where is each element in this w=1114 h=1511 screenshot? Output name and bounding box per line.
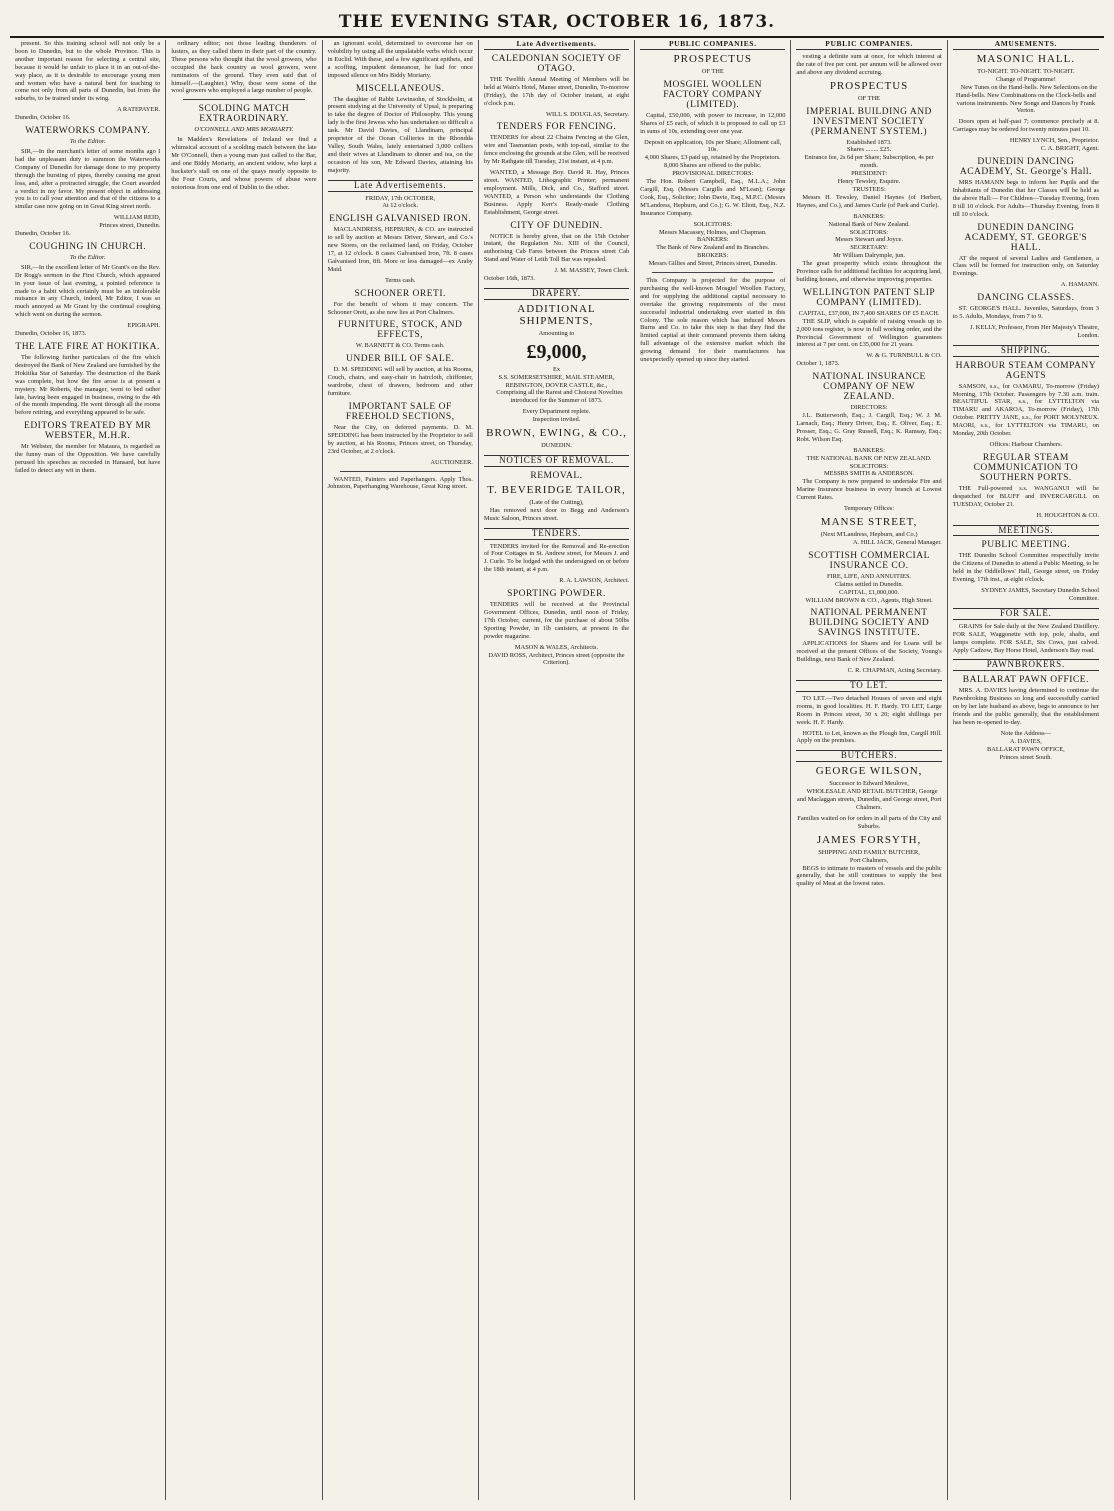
forsyth-text: BEGS to intimate to masters of vessels and the public generally, that he still continues to supply the best quality of Meat at the lowest rates. [796, 864, 942, 888]
auctioneer: AUCTIONEER. [430, 458, 473, 466]
pawn-name: A. DAVIES, [1009, 737, 1042, 745]
national-solicitors: MESSRS SMITH & ANDERSON. [823, 470, 915, 478]
signature: A. HILL JACK, General Manager. [853, 538, 942, 546]
bankers-heading: BANKERS: [853, 446, 885, 454]
masthead: THE EVENING STAR, OCTOBER 16, 1873. [10, 8, 1104, 38]
ads-to-let: TO LET.—Two detached Houses of seven and eight rooms, in good localities. H. F. Hardy. TO LET, Large Room in Princes street, 30 x 20; eight shillings per week. H. F. Hardy. [796, 694, 942, 726]
dancing-1: MRS HAMANN begs to inform her Pupils and the Inhabitants of Dunedin that her Classes will be held as the above Hall:— For Children—Tuesday Evening, from 8 till 10 o'clock. For Adults—Thursday Evening, from 8 till 10 o'clock. [952, 178, 1099, 218]
divider [183, 99, 304, 100]
pawn-body: MRS. A. DAVIES having determined to continue the Pawnbroking Business so long and successfully carried on by her late husband as above, begs to announce to her friends and the public generally, that the establishment has been re-opened to-day. [952, 687, 1099, 726]
column-header: Late Advertisements. [484, 40, 629, 50]
article-continued: ordinary editor; not those leading thunderers of lusters, as they called them in their part of the country. These persons who thought that the wool growers, who occupied the back country as wool growers, were ruminators of the ground. They even said that of himself.—(Laughter.) Why, those were some of the wool growers who employed a large number of people. [171, 40, 317, 95]
headline-misc: MISCELLANEOUS. [355, 83, 445, 94]
headline-caledonian: CALEDONIAN SOCIETY OF OTAGO. [491, 53, 622, 74]
prospectus: PROSPECTUS [673, 52, 753, 65]
headline-city: CITY OF DUNEDIN. [510, 220, 603, 231]
signature: A RATEPAYER. [117, 106, 161, 114]
signature: EPIGRAPH. [127, 322, 161, 330]
wanganui: THE Full-powered s.s. WANGANUI will be despatched for BLUFF and INVERCARGILL on TUESDAY, October 21. [952, 484, 1099, 508]
signature-address: Princes street, Dunedin. [99, 222, 161, 230]
article-misc: The daughter of Rabbi Lewinsohn, of Stockholm, at present studying at the University of Upsal, is preparing to take the degree of Doctor of Philosophy. This young lady is the first Jewess who has undertaken so difficult a task. Mr David Davies, of Llandinam, principal proprietor of the Ocean Collieries in the Rhondda Valley, South Wales, lately entertained 3,000 colliers and their wives at Llandinam to dinner and tea, on the occasion of his son, Mr Edward Davies, attaining his majority. [327, 95, 473, 174]
bankers-heading: BANKERS: [696, 236, 729, 244]
signature: J. M. MASSEY, Town Clerk. [554, 267, 630, 275]
ships: S.S. SOMERSETSHIRE, MAIL STEAMER, REBINGTON, DOVER CASTLE, &c., [498, 373, 615, 389]
headline-npb: NATIONAL PERMANENT BUILDING SOCIETY AND SAVINGS INSTITUTE. [808, 608, 930, 639]
ad-hotel: HOTEL to Let, known as the Plough Inn, Cargill Hill. Apply on the premises. [796, 729, 942, 745]
solicitors-heading: SOLICITORS: [693, 220, 733, 228]
dateline: Dunedin, October 16. [15, 230, 71, 238]
amounting-to: Amounting to [538, 329, 575, 337]
deposit: Deposit on application, 10s per Share; Allotment call, 10s. [644, 138, 782, 154]
column-header: AMUSEMENTS. [953, 40, 1099, 50]
bankers-heading: BANKERS: [853, 212, 885, 220]
masonic-agent: C. A. BRIGHT, Agent. [1040, 145, 1099, 153]
subheadline-scolding: O'CONNELL AND MRS MORIARTY. [194, 126, 294, 134]
divider [652, 272, 773, 273]
ad-schooner: For the benefit of whom it may concern. The Schooner Oreti, as she now lies at Port Chalmers. [327, 300, 473, 316]
imperial-body: The great prosperity which exists throughout the Province calls for additional facilities for acquiring land, building houses, and otherwise improving properties. [796, 260, 942, 283]
prospectus: PROSPECTUS [829, 79, 909, 92]
signature: C. R. CHAPMAN, Acting Secretary. [847, 667, 942, 675]
forsyth-port: Port Chalmers, [849, 856, 889, 864]
directors-heading: PROVISIONAL DIRECTORS: [672, 170, 754, 178]
letter-intro: present. So this training school will not only be a boon to Dunedin, but to the whole Province. This is another important reason for selecting a central site, because it would be unfair to place it in an out-of-the-way place, as it is desirable to encourage young men and women who have a natural bent for teaching to come not only from all parts of Dunedin, but from the suburbs, to be trained under its wing. [15, 40, 161, 103]
headline-powder: SPORTING POWDER. [507, 589, 606, 600]
headline-harbour: HARBOUR STEAM COMPANY AGENTS [955, 360, 1097, 381]
shares-offered: 8,000 Shares are offered to the public. [664, 162, 762, 170]
tonight: TO-NIGHT. TO-NIGHT. TO-NIGHT. [977, 67, 1075, 75]
prospectus-continued: vesting a definite sum at once, for which interest at the rate of five per cent. per annum will be allowed over and above any dividend accruing. [796, 52, 942, 76]
signature: WILLIAM REID, [113, 214, 161, 222]
headline-tenders-fencing: TENDERS FOR FENCING. [496, 122, 617, 133]
headline-dancing-2: DUNEDIN DANCING ACADEMY, ST. GEORGE'S HALL. [964, 222, 1088, 253]
headline-bill-of-sale: UNDER BILL OF SALE. [346, 354, 455, 365]
headline-iron: ENGLISH GALVANISED IRON. [329, 214, 472, 225]
headline-shipments: ADDITIONAL SHIPMENTS, [517, 302, 596, 327]
solicitors: Messrs Stewart and Joyce. [835, 236, 903, 244]
columns [10, 40, 1104, 1500]
masonic-doors: Doors open at half-past 7; commence precisely at 8. Carriages may be ordered for twenty minutes past 10. [952, 118, 1099, 134]
shares: Shares ........ £25. [846, 146, 892, 154]
signature: A. HAMANN. [1060, 281, 1099, 289]
ad-iron: MACLANDRESS, HEPBURN, & CO. are instructed to sell by auction at Messrs Driver, Stewart, and Co.'s new Stores, on the reclaimed land, on Friday, October 17, at 12 o'clock. 8 cases Galvanised Iron, 7ft. 8 cases Galvanised Iron, 8ft. More or less damaged—ex Araby Maid. [327, 226, 473, 273]
dateline: Dunedin, October 16. [15, 114, 71, 122]
national-directors: J.L. Butterworth, Esq.; J. Cargill, Esq.; W. J. M. Larnach, Esq.; Henry Driver, Esq.; E. Oliver, Esq.; E. Prosser, Esq.; G. Gray Russell, Esq.; K. Ramsay, Esq.; Robt. Wilson Esq. [796, 412, 942, 443]
headline-fire: THE LATE FIRE AT HOKITIKA. [15, 342, 160, 352]
ad-tenders: TENDERS invited for the Removal and Re-erection of Four Cottages in St. Andrew street, for Messrs J. and J. Curle. To be lodged with the undersigned on or before the 18th instant, at 4 p.m. [483, 542, 630, 574]
headline-national: NATIONAL INSURANCE COMPANY OF NEW ZEALAND. [812, 372, 926, 403]
headline-imperial: IMPERIAL BUILDING AND INVESTMENT SOCIETY (PERMANENT SYSTEM.) [806, 106, 932, 137]
column-5 [635, 40, 791, 1500]
to-the-editor: To the Editor. [69, 253, 106, 261]
signature: J. KELLY, Professor, From Her Majesty's Theatre, London. [970, 323, 1099, 339]
column-7 [948, 40, 1104, 1500]
wellington-body: THE SLIP, which is capable of raising vessels up to 2,000 tons register, is now in full working order, and the Provincial Government of Wellington guarantees interest at 7 per cent. on £35,000 for 21 years. [796, 317, 942, 349]
prospectus-body: This Company is projected for the purpose of purchasing the well-known Mosgiel Woollen Factory, and for supplying the additional capital necessary to overtake the growing requirements of the most successful industrial undertaking ever started in this Colony. The sole reason which has induced Messrs Burns and Co. to take this step is that they find the limited capital at their command prevents them taking full advantage of the extensive market which the growing demand for their manufactures has unexpectedly opened up since they started. [640, 277, 786, 364]
terms: Terms cash. [384, 276, 416, 284]
column-4 [479, 40, 635, 1500]
column-1 [10, 40, 166, 1500]
article-continued: an ignorant scold, determined to overcome her on volubility by using all the unpalatable verbs which occur in Euclid. With these, and a few significant epithets, and a scoffing, impudent demeanour, he had for once imposed silence on Mrs Biddy Moriarty. [327, 40, 473, 79]
ad-bill-of-sale: D. M. SPEDDING will sell by auction, at his Rooms, Couch, chairs, and easy-chair in haircloth, chiffonier, wardrobe, chest of drawers, bedroom and other furniture. [327, 366, 473, 398]
solicitors: Messrs Macassey, Holmes, and Chapman. [658, 228, 767, 236]
bankers: National Bank of New Zealand. [828, 220, 910, 228]
headline-dancing-3: DANCING CLASSES. [977, 293, 1075, 304]
ad-powder: TENDERS will be received at the Provincial Government Offices, Dunedin, until noon of Friday, 17th October, current, for the purchase of about 50lbs Sporting Powder, in 1lb canisters, at present in the powder magazine. [483, 601, 630, 640]
secretary: Mr William Dalrymple, jun. [833, 252, 905, 260]
section-meetings: MEETINGS. [953, 525, 1099, 537]
article-scolding: In Madden's Revelations of Ireland we find a whimsical account of a scolding match between the late Mr O'Connell, then a young man just called to the Bar, and one Biddy Moriarty, an ancient widow, who kept a huckster's stall on one of the quays nearly opposite to the Four Courts, and whose powers of abuse were notorious from one end of Dublin to the other. [171, 136, 317, 191]
signature: H. HOUGHTON & CO. [1036, 511, 1099, 519]
firm: BROWN, EWING, & CO., [486, 427, 627, 440]
meeting-body: THE Dunedin School Committee respectfully invite the Citizens of Dunedin to attend a Public Meeting, to be held in the Oddfellows' Hall, George street, on Friday Evening, 17th inst., at eight o'clock. [952, 552, 1099, 584]
headline-coughing: COUGHING IN CHURCH. [29, 241, 147, 252]
change-of-programme: Change of Programme! [995, 75, 1056, 83]
signature: WILL S. DOUGLAS, Secretary. [546, 110, 630, 118]
firm-city: DUNEDIN. [541, 442, 572, 450]
column-header: PUBLIC COMPANIES. [796, 40, 941, 50]
ad-furniture: W. BARNETT & CO. Terms cash. [355, 342, 445, 350]
dateline: October 16th, 1873. [483, 275, 535, 283]
dancing-2: AT the request of several Ladies and Gentlemen, a Class will be formed for instruction only, on Saturday Evenings. [952, 254, 1099, 278]
manse-street: MANSE STREET, [820, 515, 918, 528]
george-wilson: GEORGE WILSON, [815, 765, 923, 778]
headline-waterworks: WATERWORKS COMPANY. [25, 126, 151, 137]
article-waterworks: SIR,—In the merchant's letter of some months ago I had the unpleasant duty to summon the Waterworks Company of Dunedin for damage done to my property through the bursting of pipes, thereby causing me great loss, and, after a protracted struggle, the Court awarded a verdict in my favor. My present object in addressing you is to call your attention and that of the citizens to a similar case now going on in Great King street north. [15, 147, 161, 211]
claims: Claims settled in Dunedin. [834, 580, 904, 588]
of-the: OF THE [858, 94, 881, 102]
amount: £9,000, [526, 340, 587, 363]
headline-freehold: IMPORTANT SALE OF FREEHOLD SECTIONS, [345, 402, 455, 422]
temporary-offices: Temporary Offices: [844, 505, 895, 513]
note-address: Note the Address— [1000, 729, 1052, 737]
masonic-proprietor: HENRY LYNCH, Sen., Proprietor. [1009, 137, 1099, 145]
families: Families waited on for orders in all parts of the City and Suburbs. [797, 814, 941, 830]
secretary-heading: SECRETARY: [850, 244, 888, 252]
ads-wanted: WANTED, a Message Boy. David R. Hay, Princes street. WANTED, Lithographic Printer; permanent employment. Mills, Dick, and Co., Stafford street. WANTED, a Person who understands the Clothing Business. Apply Kerr's Ready-made Clothing Establishment, George street. [483, 169, 630, 216]
notice-city: NOTICE is hereby given, that on the 15th October instant, the Regulation No. XIII of the Council, authorising Cab Fares between the Princes street Cab Stand and Water of Leith Toll Bar was repealed. [483, 232, 630, 264]
section-drapery: DRAPERY. [484, 288, 629, 300]
headline-regular: REGULAR STEAM COMMUNICATION TO SOUTHERN PORTS. [973, 452, 1079, 483]
beveridge-sub: (Late of the Cutting), [529, 498, 584, 506]
headline-mosgiel: MOSGIEL WOOLLEN FACTORY COMPANY (LIMITED). [663, 79, 763, 110]
national-bankers: THE NATIONAL BANK OF NEW ZEALAND. [806, 454, 932, 462]
section-tenders: TENDERS. [484, 528, 629, 540]
established: Established 1873. [846, 138, 892, 146]
solicitors-heading: SOLICITORS: [849, 462, 889, 470]
headline-scottish: SCOTTISH COMMERCIAL INSURANCE CO. [808, 550, 930, 571]
article-editors: Mr Webster, the member for Mataura, is regarded as the funny man of the Opposition. We have carefully perused his speeches as recorded in Hansard, but have failed to detect any wit in them. [15, 443, 161, 474]
auction-time: At 12 o'clock. [382, 202, 419, 210]
headline-furniture: FURNITURE, STOCK, AND EFFECTS, [338, 320, 463, 341]
scottish-fire: FIRE, LIFE, AND ANNUITIES. [826, 572, 912, 580]
masonic-body: New Tunes on the Hand-bells. New Selections on the Hand-bells. New Combinations on the Clock-bells and various instruments. New Songs and Dances by Frank Verton. [955, 83, 1098, 115]
capital: Capital, £50,000, with power to increase, in 12,000 Shares of £5 each, of which it is proposed to call up £3 in sums of 10s, extending over one year. [640, 111, 786, 135]
trustees: Messrs H. Tewsley, Daniel Haynes (of Herbert, Haynes, and Co.), and James Curle (of Park and Curle). [796, 193, 942, 209]
section-shipping: SHIPPING. [953, 345, 1099, 357]
headline-dancing-1: DUNEDIN DANCING ACADEMY, St. George's Hall. [959, 156, 1092, 177]
ad-wanted-painters: WANTED, Painters and Paperhangers. Apply Thos. Johnston, Paperhanging Warehouse, Great King street. [327, 475, 473, 491]
president: Henry Tewsley, Esquire. [837, 178, 901, 186]
signature: W. & G. TURNBULL & CO. [866, 352, 942, 360]
shipping-body: SAMSON, s.s., for OAMARU, To-morrow (Friday) Morning, 17th October. Passengers by 7.30 a.m. train. BEAUTIFUL STAR, s.s., for LYTTELTON via TIMARU and AKAROA, To-morrow (Friday), 17th October. PRETTY JANE, s.s., for PORT MOLYNEUX. MAORI, s.s., for LYTTELTON via TIMARU, on Monday, 20th October. [952, 382, 1099, 438]
of-the: OF THE [701, 67, 724, 75]
to-the-editor: To the Editor. [69, 138, 106, 146]
trustees-heading: TRUSTEES: [852, 185, 886, 193]
headline-editors: EDITORS TREATED BY MR WEBSTER, M.H.R. [24, 421, 152, 442]
brokers: Messrs Gillies and Street, Princes street, Dunedin. [648, 260, 777, 268]
every-department: Every Department replete. [522, 408, 591, 416]
scottish-capital: CAPITAL, £1,000,000. [839, 588, 900, 596]
ad-freehold: Near the City, on deferred payments. D. M. SPEDDING has been instructed by the Proprietor to sell by auction, at his Rooms, Princes street, on Thursday, 23rd October, at 2 o'clock. [327, 424, 473, 455]
headline-masonic: MASONIC HALL. [976, 52, 1076, 65]
column-6 [791, 40, 947, 1500]
mason-wales: MASON & WALES, Architects. [514, 643, 599, 651]
for-sale-body: GRAINS for Sale daily at the New Zealand Distillery. FOR SALE, Waggonette with top, pole, shafts, and lamps complete. FOR SALE, Six Cows, just calved. Apply Cadzow, Bay Horse Hotel, Anderson's Bay road. [952, 622, 1099, 654]
article-fire: The following further particulars of the fire which destroyed the Bank of New Zealand are furnished by the Hokitika Star of Saturday. The destruction of the Bank was complete, but how the fire arose is at present a mystery. Mr Roberts, the manager, went to bed rather late, having been engaged in business, owing to the 4th of the month impending. He went through all the rooms before retiring, and everything appeared to be safe. [15, 354, 161, 417]
solicitors-heading: SOLICITORS: [849, 228, 889, 236]
scottish-agents: WILLIAM BROWN & CO., Agents, High Street. [805, 596, 933, 604]
brokers-heading: BROKERS: [697, 252, 729, 260]
signature: SYDNEY JAMES, Secretary Dunedin School Committee. [981, 587, 1099, 602]
pawn-office: BALLARAT PAWN OFFICE, [986, 745, 1065, 753]
dancing-3: ST. GEORGE'S HALL. Juveniles, Saturdays, from 3 to 5. Adults, Mondays, from 7 to 9. [952, 305, 1099, 321]
pawn-street: Princes street South. [999, 753, 1053, 761]
section-removal: NOTICES OF REMOVAL. [484, 455, 629, 467]
column-header: PUBLIC COMPANIES. [640, 40, 785, 50]
beveridge: T. BEVERIDGE TAILOR, [487, 483, 626, 496]
national-body: The Company is now prepared to undertake Fire and Marine Insurance business in every branch at Lowest Current Rates. [796, 478, 942, 502]
dateline: October 1, 1873. [796, 360, 840, 368]
auction-date: FRIDAY, 17th OCTOBER, [365, 194, 436, 202]
section-to-let: TO LET. [796, 680, 941, 692]
directors-heading: DIRECTORS: [850, 404, 888, 412]
article-coughing: SIR,—In the excellent letter of Mr Grant's on the Rev. Dr Rogg's sermon in the First Church, which appeared in your issue of last evening, a pointed reference is made to a habit which certainly must be an intolerable nuisance in any Church, indeed, Mr Editor, I was so much annoyed as Mr Grant by the continual coughing which went on during the sermon. [15, 263, 161, 319]
column-2 [166, 40, 322, 1500]
david-ross: DAVID ROSS, Architect, Princes street (opposite the Criterion). [488, 651, 625, 667]
section-butchers: BUTCHERS. [796, 750, 941, 762]
headline-ballarat: BALLARAT PAWN OFFICE. [962, 675, 1089, 686]
manse-address: (Next M'Landress, Hepburn, and Co.) [820, 530, 918, 538]
ad-tenders-fencing: TENDERS for about 22 Chains Fencing at the Glen, wire and Tasmanian posts, with top-rail, similar to the fence enclosing the grounds at the Glen, will be received by Mr Rathgate till Tuesday, 21st instant, at 4 p.m. [483, 134, 630, 166]
headline-wellington: WELLINGTON PATENT SLIP COMPANY (LIMITED). [802, 287, 936, 308]
npb-body: APPLICATIONS for Shares and for Loans will be received at the present Offices of the Society, Young's Buildings, next Bank of New Zealand. [796, 640, 942, 664]
offices: Offices: Harbour Chambers. [989, 441, 1063, 448]
section-pawnbrokers: PAWNBROKERS. [953, 659, 1099, 671]
section-for-sale: FOR SALE. [953, 608, 1099, 620]
forsyth-sub: SHIPPING AND FAMILY BUTCHER, [818, 848, 920, 856]
president-heading: PRESIDENT: [851, 170, 888, 178]
bankers: The Bank of New Zealand and its Branches. [656, 244, 770, 252]
headline-public-meeting: PUBLIC MEETING. [981, 540, 1071, 551]
divider [340, 471, 461, 472]
section-late-ads: Late Advertisements. [328, 180, 473, 192]
signature: R. A. LAWSON, Architect. [559, 577, 630, 585]
ad-caledonian: THE Twelfth Annual Meeting of Members will be held at Wain's Hotel, Manse street, Dunedin, To-morrow (Friday), the 17th day of October instant, at eight o'clock p.m. [483, 75, 630, 107]
headline-removal: REMOVAL. [530, 470, 583, 481]
directors: The Hon. Robert Campbell, Esq., M.L.A.; John Cargill, Esq. (Messrs Cargills and M'Lean); George Cook, Esq., Solicitor; John Davie, Esq., M.P.C. (Messrs M'Landress, Hepburn, and Co.); G. W. Eliott, Esq., N.Z. Insurance Company. [640, 178, 786, 217]
column-3 [323, 40, 479, 1500]
wellington-capital: CAPITAL, £37,000, IN 7,400 SHARES OF £5 EACH. [798, 309, 940, 317]
comprising: Comprising all the Rarest and Choicest Novelties introduced for the Summer of 1873. [496, 389, 623, 405]
inspection: Inspection invited. [532, 416, 581, 424]
shares-retained: 4,000 Shares, £3 paid up, retained by the Proprietors. [644, 154, 781, 162]
george-text: WHOLESALE AND RETAIL BUTCHER, George and Maclaggan streets, Dunedin, and George street, Port Chalmers. [796, 788, 942, 811]
dateline: Dunedin, October 16, 1873. [15, 330, 87, 338]
ex: Ex [552, 365, 561, 373]
entrance-fee: Entrance fee, 2s 6d per Share; Subscription, 4s per month. [804, 154, 934, 170]
beveridge-text: Has removed next door to Begg and Anderson's Music Saloon, Princes street. [483, 506, 630, 522]
george-sub: Successor to Edward Meulove, [829, 780, 909, 788]
james-forsyth: JAMES FORSYTH, [816, 833, 922, 846]
headline-scolding: SCOLDING MATCH EXTRAORDINARY. [198, 104, 290, 125]
headline-schooner: SCHOONER ORETI. [354, 288, 446, 299]
